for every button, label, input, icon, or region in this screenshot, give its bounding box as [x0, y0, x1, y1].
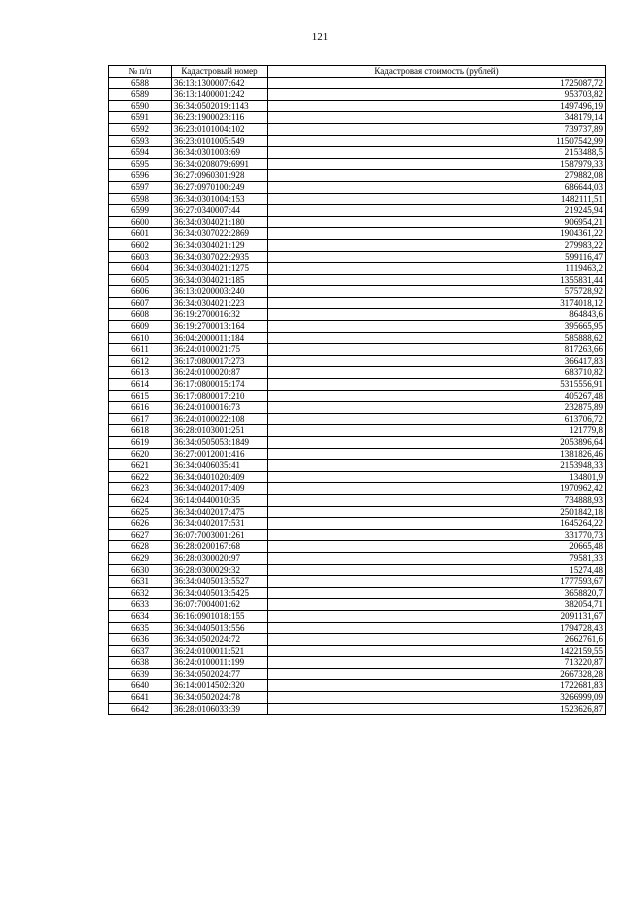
- row-number-cell: 6596: [109, 170, 172, 182]
- cadastral-value-cell: 5315556,91: [268, 379, 606, 391]
- row-number-cell: 6616: [109, 402, 172, 414]
- cadastral-value-cell: 734888,93: [268, 494, 606, 506]
- cadastral-number-cell: 36:34:0401020:409: [172, 471, 268, 483]
- cadastral-value-cell: 2091131,67: [268, 610, 606, 622]
- row-number-cell: 6627: [109, 529, 172, 541]
- cadastral-number-cell: 36:24:0100016:73: [172, 402, 268, 414]
- table-row: [109, 402, 606, 414]
- cadastral-value-cell: 575728,92: [268, 286, 606, 298]
- cadastral-number-cell: 36:28:0106033:39: [172, 703, 268, 715]
- row-number-cell: 6639: [109, 668, 172, 680]
- table-row: [109, 205, 606, 217]
- table-body: [109, 77, 606, 715]
- cadastral-number-cell: 36:28:0300029:32: [172, 564, 268, 576]
- row-number-cell: 6614: [109, 379, 172, 391]
- header-row: [109, 66, 606, 78]
- row-number-cell: 6595: [109, 158, 172, 170]
- row-number-cell: 6609: [109, 321, 172, 333]
- table-row: [109, 610, 606, 622]
- cadastral-number-cell: 36:17:0800015:174: [172, 379, 268, 391]
- cadastral-number-cell: 36:14:0440010:35: [172, 494, 268, 506]
- cadastral-number-cell: 36:34:0405013:5527: [172, 576, 268, 588]
- table-row: [109, 518, 606, 530]
- row-number-cell: 6633: [109, 599, 172, 611]
- table-row: [109, 100, 606, 112]
- table-row: [109, 390, 606, 402]
- table-row: [109, 251, 606, 263]
- row-number-cell: 6642: [109, 703, 172, 715]
- row-number-cell: 6593: [109, 135, 172, 147]
- table-row: [109, 263, 606, 275]
- table-row: [109, 228, 606, 240]
- cadastral-value-cell: 331770,73: [268, 529, 606, 541]
- cadastral-number-cell: 36:24:0100011:521: [172, 645, 268, 657]
- table-row: [109, 471, 606, 483]
- row-number-cell: 6635: [109, 622, 172, 634]
- cadastral-number-cell: 36:34:0502024:72: [172, 634, 268, 646]
- cadastral-number-cell: 36:24:0100011:199: [172, 657, 268, 669]
- table-row: [109, 344, 606, 356]
- row-number-cell: 6612: [109, 355, 172, 367]
- cadastral-value-cell: 134801,9: [268, 471, 606, 483]
- cadastral-value-cell: 11507542,99: [268, 135, 606, 147]
- row-number-cell: 6590: [109, 100, 172, 112]
- cadastral-value-cell: 2153948,33: [268, 460, 606, 472]
- cadastral-number-cell: 36:24:0100021:75: [172, 344, 268, 356]
- row-number-cell: 6631: [109, 576, 172, 588]
- table-row: [109, 483, 606, 495]
- row-number-cell: 6611: [109, 344, 172, 356]
- table-row: [109, 181, 606, 193]
- cadastral-number-cell: 36:34:0301003:69: [172, 147, 268, 159]
- table-row: [109, 529, 606, 541]
- row-number-cell: 6599: [109, 205, 172, 217]
- table-row: [109, 506, 606, 518]
- row-number-cell: 6623: [109, 483, 172, 495]
- row-number-cell: 6608: [109, 309, 172, 321]
- table-row: [109, 216, 606, 228]
- cadastral-value-cell: 121779,8: [268, 425, 606, 437]
- row-number-cell: 6624: [109, 494, 172, 506]
- cadastral-value-cell: 382054,71: [268, 599, 606, 611]
- table-row: [109, 77, 606, 89]
- cadastral-value-cell: 3174018,12: [268, 297, 606, 309]
- cadastral-value-cell: 1355831,44: [268, 274, 606, 286]
- cadastral-value-cell: 232875,89: [268, 402, 606, 414]
- row-number-cell: 6619: [109, 437, 172, 449]
- cadastral-value-cell: 1422159,55: [268, 645, 606, 657]
- table-row: [109, 123, 606, 135]
- row-number-cell: 6602: [109, 239, 172, 251]
- row-number-cell: 6589: [109, 89, 172, 101]
- cadastral-number-cell: 36:34:0502024:78: [172, 692, 268, 704]
- row-number-cell: 6592: [109, 123, 172, 135]
- cadastral-value-cell: 713220,87: [268, 657, 606, 669]
- row-number-cell: 6632: [109, 587, 172, 599]
- table-row: [109, 147, 606, 159]
- row-number-cell: 6607: [109, 297, 172, 309]
- cadastral-number-cell: 36:27:0012001:416: [172, 448, 268, 460]
- table-row: [109, 552, 606, 564]
- row-number-cell: 6617: [109, 413, 172, 425]
- cadastral-number-cell: 36:16:0901018:155: [172, 610, 268, 622]
- cadastral-value-cell: 1523626,87: [268, 703, 606, 715]
- cadastral-number-cell: 36:34:0208079:6991: [172, 158, 268, 170]
- table-row: [109, 286, 606, 298]
- row-number-cell: 6634: [109, 610, 172, 622]
- cadastral-value-table: [108, 65, 606, 715]
- cadastral-number-cell: 36:34:0304021:185: [172, 274, 268, 286]
- table-row: [109, 703, 606, 715]
- cadastral-value-cell: 613706,72: [268, 413, 606, 425]
- cadastral-value-cell: 599116,47: [268, 251, 606, 263]
- cadastral-number-cell: 36:17:0800017:210: [172, 390, 268, 402]
- table-row: [109, 541, 606, 553]
- table-row: [109, 170, 606, 182]
- cadastral-value-cell: 3266999,09: [268, 692, 606, 704]
- header-cadastral-number: Кадастровый номер: [172, 66, 268, 78]
- row-number-cell: 6622: [109, 471, 172, 483]
- row-number-cell: 6620: [109, 448, 172, 460]
- cadastral-value-cell: 2153488,5: [268, 147, 606, 159]
- cadastral-number-cell: 36:13:1400001:242: [172, 89, 268, 101]
- cadastral-number-cell: 36:34:0304021:180: [172, 216, 268, 228]
- header-row-number: № п/п: [109, 66, 172, 78]
- table-row: [109, 599, 606, 611]
- cadastral-value-cell: 1794728,43: [268, 622, 606, 634]
- row-number-cell: 6603: [109, 251, 172, 263]
- cadastral-value-cell: 585888,62: [268, 332, 606, 344]
- cadastral-value-cell: 79581,33: [268, 552, 606, 564]
- cadastral-number-cell: 36:34:0502024:77: [172, 668, 268, 680]
- cadastral-number-cell: 36:34:0405013:5425: [172, 587, 268, 599]
- cadastral-value-cell: 395665,95: [268, 321, 606, 333]
- cadastral-value-cell: 864843,6: [268, 309, 606, 321]
- table-row: [109, 297, 606, 309]
- table-row: [109, 437, 606, 449]
- cadastral-value-cell: 279983,22: [268, 239, 606, 251]
- cadastral-number-cell: 36:17:0800017:273: [172, 355, 268, 367]
- cadastral-value-cell: 906954,21: [268, 216, 606, 228]
- cadastral-number-cell: 36:34:0406035:41: [172, 460, 268, 472]
- cadastral-number-cell: 36:34:0405013:556: [172, 622, 268, 634]
- cadastral-value-cell: 2501842,18: [268, 506, 606, 518]
- cadastral-value-cell: 1381826,46: [268, 448, 606, 460]
- cadastral-number-cell: 36:27:0970100:249: [172, 181, 268, 193]
- cadastral-value-cell: 683710,82: [268, 367, 606, 379]
- cadastral-number-cell: 36:34:0402017:531: [172, 518, 268, 530]
- cadastral-number-cell: 36:28:0103001:251: [172, 425, 268, 437]
- row-number-cell: 6626: [109, 518, 172, 530]
- table-row: [109, 89, 606, 101]
- row-number-cell: 6604: [109, 263, 172, 275]
- table-row: [109, 587, 606, 599]
- table-row: [109, 274, 606, 286]
- cadastral-number-cell: 36:04:2000011:184: [172, 332, 268, 344]
- cadastral-value-cell: 20665,48: [268, 541, 606, 553]
- cadastral-number-cell: 36:34:0402017:409: [172, 483, 268, 495]
- cadastral-number-cell: 36:28:0200167:68: [172, 541, 268, 553]
- row-number-cell: 6621: [109, 460, 172, 472]
- cadastral-number-cell: 36:28:0300020:97: [172, 552, 268, 564]
- cadastral-value-cell: 405267,48: [268, 390, 606, 402]
- cadastral-value-cell: 1497496,19: [268, 100, 606, 112]
- row-number-cell: 6594: [109, 147, 172, 159]
- table-row: [109, 576, 606, 588]
- row-number-cell: 6615: [109, 390, 172, 402]
- cadastral-number-cell: 36:34:0502019:1143: [172, 100, 268, 112]
- cadastral-value-cell: 3658820,7: [268, 587, 606, 599]
- cadastral-number-cell: 36:13:0200003:240: [172, 286, 268, 298]
- table-row: [109, 332, 606, 344]
- table-row: [109, 112, 606, 124]
- cadastral-value-cell: 1119463,2: [268, 263, 606, 275]
- row-number-cell: 6638: [109, 657, 172, 669]
- table-row: [109, 239, 606, 251]
- cadastral-number-cell: 36:23:0101005:549: [172, 135, 268, 147]
- row-number-cell: 6597: [109, 181, 172, 193]
- row-number-cell: 6600: [109, 216, 172, 228]
- table-row: [109, 657, 606, 669]
- cadastral-value-cell: 1587979,33: [268, 158, 606, 170]
- cadastral-number-cell: 36:19:2700013:164: [172, 321, 268, 333]
- cadastral-value-cell: 686644,03: [268, 181, 606, 193]
- cadastral-number-cell: 36:27:0960301:928: [172, 170, 268, 182]
- table-row: [109, 309, 606, 321]
- table-row: [109, 680, 606, 692]
- row-number-cell: 6588: [109, 77, 172, 89]
- row-number-cell: 6598: [109, 193, 172, 205]
- cadastral-value-cell: 279882,08: [268, 170, 606, 182]
- cadastral-value-cell: 1482111,51: [268, 193, 606, 205]
- cadastral-number-cell: 36:24:0100020:87: [172, 367, 268, 379]
- table-header: [109, 66, 606, 78]
- cadastral-value-cell: 739737,89: [268, 123, 606, 135]
- cadastral-number-cell: 36:23:1900023:116: [172, 112, 268, 124]
- cadastral-number-cell: 36:24:0100022:108: [172, 413, 268, 425]
- row-number-cell: 6613: [109, 367, 172, 379]
- row-number-cell: 6630: [109, 564, 172, 576]
- table-row: [109, 460, 606, 472]
- cadastral-number-cell: 36:34:0304021:129: [172, 239, 268, 251]
- cadastral-value-cell: 817263,66: [268, 344, 606, 356]
- table-row: [109, 668, 606, 680]
- cadastral-value-cell: 1725087,72: [268, 77, 606, 89]
- row-number-cell: 6606: [109, 286, 172, 298]
- row-number-cell: 6625: [109, 506, 172, 518]
- table-row: [109, 367, 606, 379]
- cadastral-number-cell: 36:34:0402017:475: [172, 506, 268, 518]
- table-row: [109, 355, 606, 367]
- row-number-cell: 6628: [109, 541, 172, 553]
- cadastral-number-cell: 36:34:0505053:1849: [172, 437, 268, 449]
- row-number-cell: 6591: [109, 112, 172, 124]
- cadastral-number-cell: 36:27:0340007:44: [172, 205, 268, 217]
- table-row: [109, 193, 606, 205]
- row-number-cell: 6640: [109, 680, 172, 692]
- table-row: [109, 321, 606, 333]
- cadastral-number-cell: 36:34:0301004:153: [172, 193, 268, 205]
- row-number-cell: 6618: [109, 425, 172, 437]
- cadastral-number-cell: 36:07:7003001:261: [172, 529, 268, 541]
- table-row: [109, 413, 606, 425]
- row-number-cell: 6636: [109, 634, 172, 646]
- header-cadastral-value: Кадастровая стоимость (рублей): [268, 66, 606, 78]
- cadastral-value-cell: 15274,48: [268, 564, 606, 576]
- cadastral-value-cell: 2667328,28: [268, 668, 606, 680]
- row-number-cell: 6601: [109, 228, 172, 240]
- row-number-cell: 6641: [109, 692, 172, 704]
- table-row: [109, 564, 606, 576]
- row-number-cell: 6610: [109, 332, 172, 344]
- cadastral-number-cell: 36:34:0304021:1275: [172, 263, 268, 275]
- cadastral-value-cell: 1970962,42: [268, 483, 606, 495]
- cadastral-value-cell: 219245,94: [268, 205, 606, 217]
- table-row: [109, 158, 606, 170]
- cadastral-value-cell: 1904361,22: [268, 228, 606, 240]
- table-row: [109, 494, 606, 506]
- cadastral-number-cell: 36:34:0307022:2869: [172, 228, 268, 240]
- table-row: [109, 425, 606, 437]
- cadastral-number-cell: 36:07:7004001:62: [172, 599, 268, 611]
- cadastral-value-cell: 2662761,6: [268, 634, 606, 646]
- row-number-cell: 6637: [109, 645, 172, 657]
- cadastral-value-cell: 2053896,64: [268, 437, 606, 449]
- cadastral-number-cell: 36:13:1300007:642: [172, 77, 268, 89]
- cadastral-value-cell: 348179,14: [268, 112, 606, 124]
- row-number-cell: 6629: [109, 552, 172, 564]
- cadastral-value-cell: 1777593,67: [268, 576, 606, 588]
- cadastral-value-cell: 1722681,83: [268, 680, 606, 692]
- cadastral-number-cell: 36:34:0307022:2935: [172, 251, 268, 263]
- cadastral-value-cell: 366417,83: [268, 355, 606, 367]
- table-row: [109, 634, 606, 646]
- cadastral-number-cell: 36:23:0101004:102: [172, 123, 268, 135]
- cadastral-number-cell: 36:34:0304021:223: [172, 297, 268, 309]
- row-number-cell: 6605: [109, 274, 172, 286]
- table-row: [109, 692, 606, 704]
- table-row: [109, 135, 606, 147]
- cadastral-value-cell: 1645264,22: [268, 518, 606, 530]
- table-row: [109, 448, 606, 460]
- table-row: [109, 645, 606, 657]
- page-number: 121: [311, 31, 329, 43]
- table-row: [109, 379, 606, 391]
- cadastral-number-cell: 36:19:2700016:32: [172, 309, 268, 321]
- table-row: [109, 622, 606, 634]
- cadastral-value-cell: 953703,82: [268, 89, 606, 101]
- cadastral-number-cell: 36:14:0014502:320: [172, 680, 268, 692]
